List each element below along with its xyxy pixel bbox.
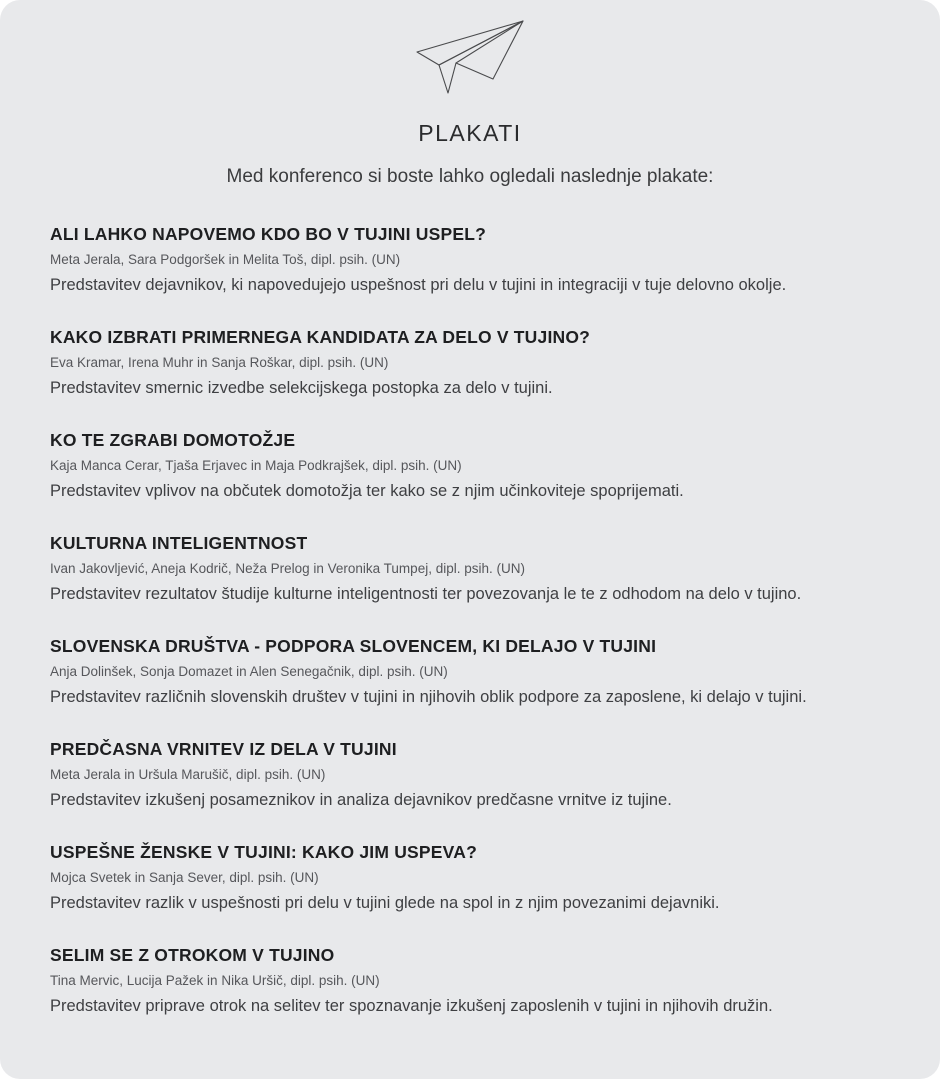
poster-description: Predstavitev vplivov na občutek domotožja ter kako se z njim učinkoviteje spoprijemati. [50,482,684,500]
poster-title: KO TE ZGRABI DOMOTOŽJE [50,430,296,450]
poster-authors: Anja Dolinšek, Sonja Domazet in Alen Senegačnik, dipl. psih. (UN) [50,664,448,679]
poster-description: Predstavitev smernic izvedbe selekcijskega postopka za delo v tujini. [50,379,553,397]
poster-title: USPEŠNE ŽENSKE V TUJINI: KAKO JIM USPEVA? [50,842,477,862]
poster-item [50,636,890,707]
poster-item [50,327,890,398]
poster-authors: Meta Jerala in Uršula Marušič, dipl. psih. (UN) [50,767,326,782]
poster-description: Predstavitev izkušenj posameznikov in analiza dejavnikov predčasne vrnitve iz tujine. [50,791,672,809]
poster-title: KAKO IZBRATI PRIMERNEGA KANDIDATA ZA DELO V TUJINO? [50,327,591,347]
poster-title: ALI LAHKO NAPOVEMO KDO BO V TUJINI USPEL? [50,224,487,244]
poster-item [50,739,890,810]
poster-item [50,945,890,1016]
poster-title: KULTURNA INTELIGENTNOST [50,533,308,553]
poster-item [50,224,890,295]
poster-authors: Tina Mervic, Lucija Pažek in Nika Uršič, dipl. psih. (UN) [50,973,380,988]
poster-title: SLOVENSKA DRUŠTVA - PODPORA SLOVENCEM, KI DELAJO V TUJINI [50,636,657,656]
page-subtitle: Med konferenco si boste lahko ogledali naslednje plakate: [226,166,714,187]
poster-authors: Kaja Manca Cerar, Tjaša Erjavec in Maja Podkrajšek, dipl. psih. (UN) [50,458,462,473]
poster-authors: Eva Kramar, Irena Muhr in Sanja Roškar, dipl. psih. (UN) [50,355,389,370]
poster-item [50,533,890,604]
poster-description: Predstavitev dejavnikov, ki napovedujejo uspešnost pri delu v tujini in integraciji v tuje delovno okolje. [50,276,787,294]
poster-list [50,224,890,1016]
poster-description: Predstavitev razlik v uspešnosti pri delu v tujini glede na spol in z njim povezanimi dejavniki. [50,894,720,912]
poster-title: SELIM SE Z OTROKOM V TUJINO [50,945,335,965]
poster-item [50,842,890,913]
page-title: PLAKATI [418,120,522,146]
poster-description: Predstavitev različnih slovenskih društev v tujini in njihovih oblik podpore za zaposlene, ki delajo v tujini. [50,688,807,706]
poster-item [50,430,890,501]
paper-airplane-icon [405,14,535,104]
poster-authors: Mojca Svetek in Sanja Sever, dipl. psih. (UN) [50,870,319,885]
poster-authors: Meta Jerala, Sara Podgoršek in Melita Toš, dipl. psih. (UN) [50,252,401,267]
poster-title: PREDČASNA VRNITEV IZ DELA V TUJINI [50,739,397,759]
poster-description: Predstavitev rezultatov študije kulturne inteligentnosti ter povezovanja le te z odhodom na delo v tujino. [50,585,802,603]
poster-description: Predstavitev priprave otrok na selitev ter spoznavanje izkušenj zaposlenih v tujini in njihovih družin. [50,997,773,1015]
poster-authors: Ivan Jakovljević, Aneja Kodrič, Neža Prelog in Veronika Tumpej, dipl. psih. (UN) [50,561,525,576]
